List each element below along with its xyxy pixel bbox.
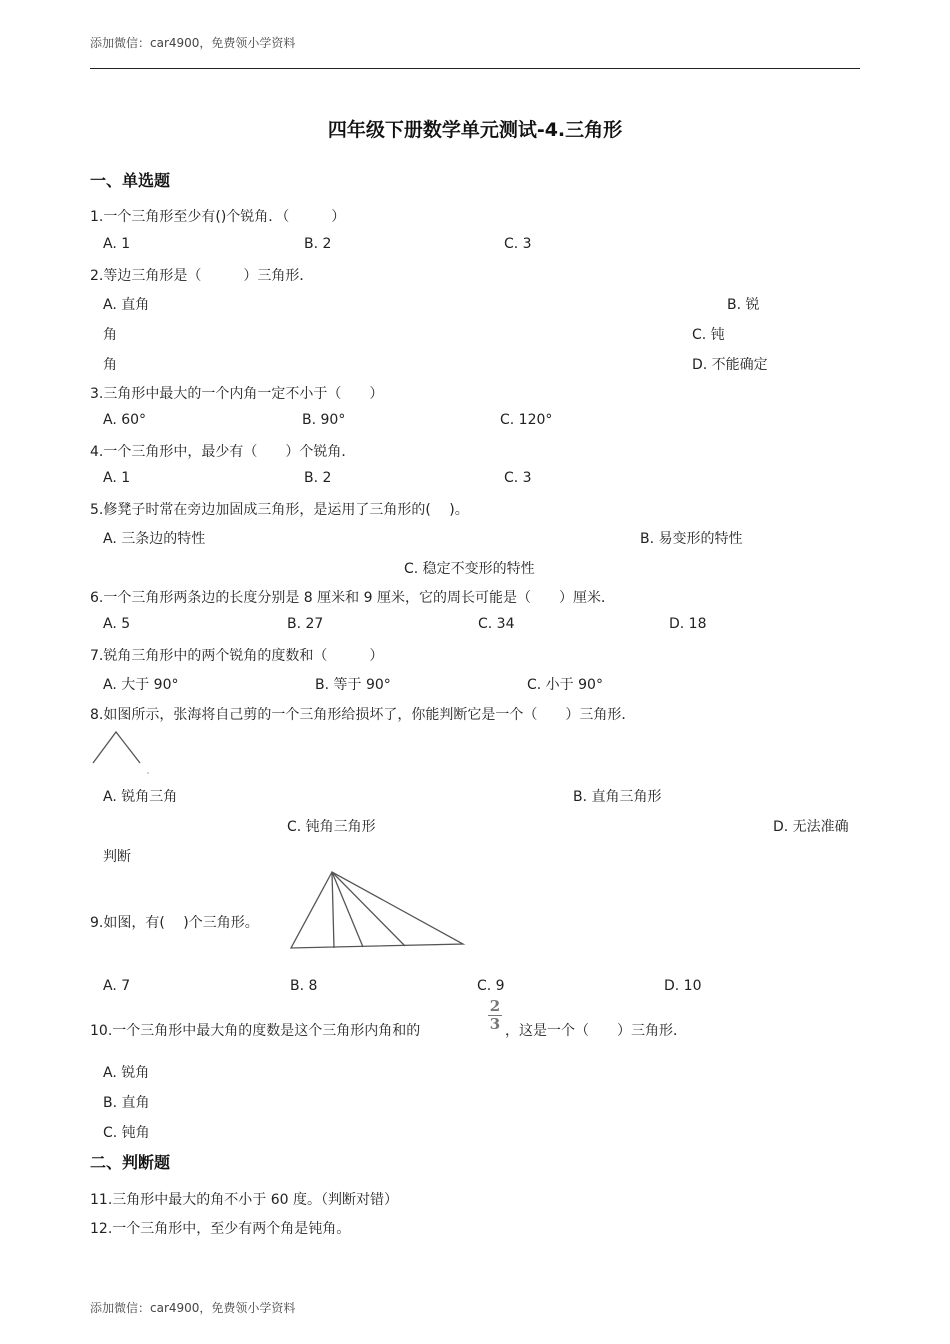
q3-option-b[interactable]: B. 90° [302,412,346,428]
question-10-text-before: 10.一个三角形中最大角的度数是这个三角形内角和的 [90,1023,421,1039]
section-heading-single-choice: 一、单选题 [90,171,171,190]
q10-option-b[interactable]: B. 直角 [103,1095,150,1111]
header-rule [90,68,860,69]
fraction-numerator: 2 [489,997,501,1015]
question-5: 5.修凳子时常在旁边加固成三角形，是运用了三角形的( )。 [90,502,469,518]
q1-option-a[interactable]: A. 1 [103,236,131,252]
question-11: 11.三角形中最大的角不小于 60 度。（判断对错） [90,1192,398,1208]
q7-option-b[interactable]: B. 等于 90° [315,677,391,693]
q4-option-c[interactable]: C. 3 [504,470,532,486]
q9-option-b[interactable]: B. 8 [290,978,318,994]
q6-option-b[interactable]: B. 27 [287,616,324,632]
question-4: 4.一个三角形中，最少有（ ）个锐角． [90,444,356,460]
q5-option-c[interactable]: C. 稳定不变形的特性 [404,561,535,577]
page-title: 四年级下册数学单元测试-4.三角形 [327,119,623,141]
q5-option-b[interactable]: B. 易变形的特性 [640,531,743,547]
q8-option-b[interactable]: B. 直角三角形 [573,789,662,805]
question-12: 12.一个三角形中，至少有两个角是钝角。 [90,1221,351,1237]
q2-option-b-wrap: 角 [103,357,117,373]
q7-option-c[interactable]: C. 小于 90° [527,677,603,693]
q2-option-a-wrap: 角 [103,327,117,343]
question-1: 1.一个三角形至少有()个锐角．（ ） [90,209,346,225]
fraction-two-thirds [487,998,503,1033]
q4-option-a[interactable]: A. 1 [103,470,131,486]
q1-option-c[interactable]: C. 3 [504,236,532,252]
q8-option-d[interactable]: D. 无法准确 [773,819,849,835]
section-heading-true-false: 二、判断题 [90,1153,171,1172]
page-footer: 添加微信：car4900，免费领小学资料 [90,1301,296,1315]
fraction-denominator: 3 [489,1015,501,1033]
question-10-text-after: ，这是一个（ ）三角形． [505,1023,687,1039]
q8-option-d-wrap: 判断 [103,849,131,865]
q2-option-c[interactable]: C. 钝 [692,327,725,343]
q2-option-a[interactable]: A. 直角 [103,297,150,313]
q9-option-a[interactable]: A. 7 [103,978,131,994]
question-7: 7.锐角三角形中的两个锐角的度数和（ ） [90,648,384,664]
question-3: 3.三角形中最大的一个内角一定不小于（ ） [90,386,384,402]
q10-option-c[interactable]: C. 钝角 [103,1125,150,1141]
q10-option-a[interactable]: A. 锐角 [103,1065,150,1081]
q3-option-c[interactable]: C. 120° [500,412,553,428]
triangles-count-figure [285,866,471,956]
question-6: 6.一个三角形两条边的长度分别是 8 厘米和 9 厘米，它的周长可能是（ ）厘米． [90,590,615,606]
q8-option-a[interactable]: A. 锐角三角 [103,789,178,805]
question-9: 9.如图，有( )个三角形。 [90,915,259,931]
q7-option-a[interactable]: A. 大于 90° [103,677,179,693]
page-header: 添加微信：car4900，免费领小学资料 [90,36,296,50]
q8-option-c[interactable]: C. 钝角三角形 [287,819,376,835]
q1-option-b[interactable]: B. 2 [304,236,332,252]
q9-option-c[interactable]: C. 9 [477,978,505,994]
question-8: 8.如图所示，张海将自己剪的一个三角形给损坏了，你能判断它是一个（ ）三角形． [90,707,636,723]
q3-option-a[interactable]: A. 60° [103,412,147,428]
q6-option-d[interactable]: D. 18 [669,616,707,632]
q5-option-a[interactable]: A. 三条边的特性 [103,531,206,547]
q6-option-c[interactable]: C. 34 [478,616,515,632]
q6-option-a[interactable]: A. 5 [103,616,131,632]
q2-option-b[interactable]: B. 锐 [727,297,760,313]
q2-option-d[interactable]: D. 不能确定 [692,357,768,373]
q9-option-d[interactable]: D. 10 [664,978,702,994]
question-2: 2.等边三角形是（ ）三角形． [90,268,314,284]
q4-option-b[interactable]: B. 2 [304,470,332,486]
broken-triangle-figure [90,724,150,776]
